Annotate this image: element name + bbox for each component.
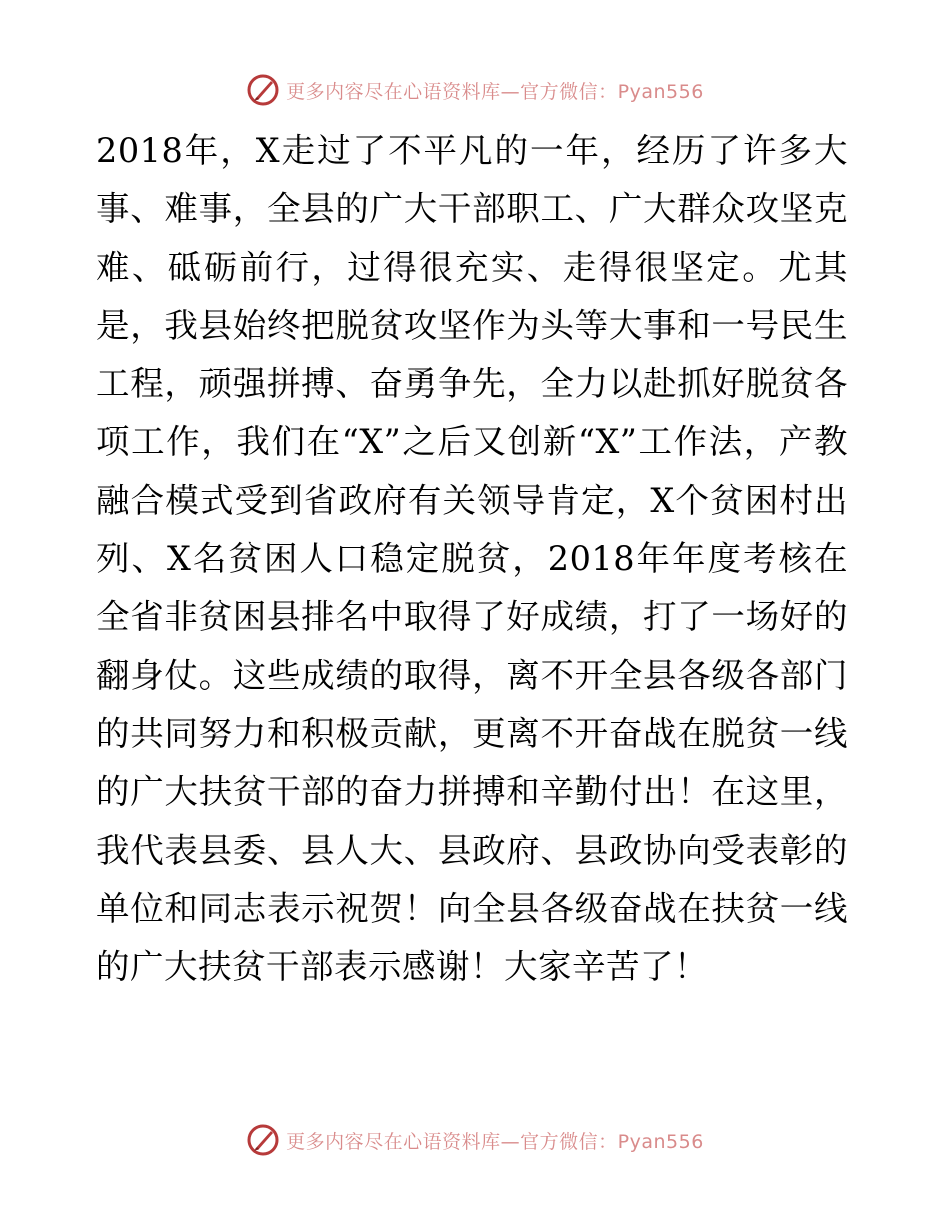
footer-watermark-banner bbox=[0, 1120, 950, 1160]
quill-pen-logo-icon bbox=[246, 1123, 280, 1157]
footer-banner-text: 更多内容尽在心语资料库—官方微信：Pyan556 bbox=[286, 1130, 704, 1153]
document-paragraph: 2018年，X走过了不平凡的一年，经历了许多大事、难事，全县的广大干部职工、广大群众攻坚克难、砥砺前行，过得很充实、走得很坚定。尤其是，我县始终把脱贫攻坚作为头等大事和一号民生工程，顽强拼搏、奋勇争先，全力以赴抓好脱贫各项工作，我们在“X”之后又创新“X”工作法，产教融合模式受到省政府有关领导肯定，X个贫困村出列、X名贫困人口稳定脱贫，2018年年度考核在全省非贫困县排名中取得了好成绩，打了一场好的翻身仗。这些成绩的取得，离不开全县各级各部门的共同努力和积极贡献，更离不开奋战在脱贫一线的广大扶贫干部的奋力拼搏和辛勤付出！在这里，我代表县委、县人大、县政府、县政协向受表彰的单位和同志表示祝贺！向全县各级奋战在扶贫一线的广大扶贫干部表示感谢！大家辛苦了！ bbox=[96, 131, 848, 987]
header-banner-text: 更多内容尽在心语资料库—官方微信：Pyan556 bbox=[286, 80, 704, 103]
quill-pen-logo-icon bbox=[246, 73, 280, 107]
header-watermark-banner bbox=[0, 70, 950, 110]
